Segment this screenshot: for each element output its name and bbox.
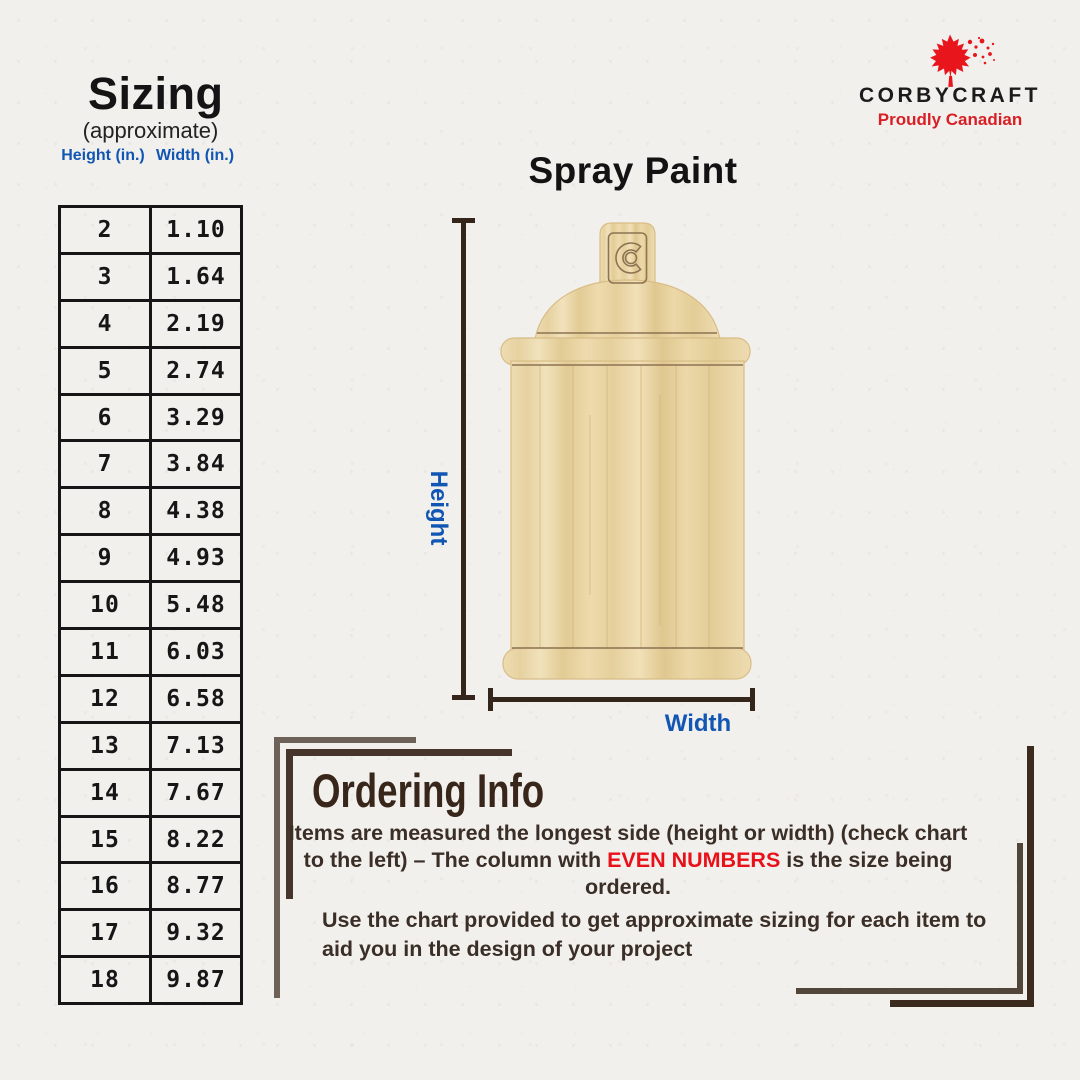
height-measure-cap-bottom xyxy=(452,695,475,700)
table-row xyxy=(60,722,242,769)
height-label: Height xyxy=(425,470,452,546)
table-cell: 4.38 xyxy=(151,488,242,535)
table-cell: 16 xyxy=(60,863,151,910)
width-measure-line xyxy=(488,697,755,702)
table-cell: 6.03 xyxy=(151,629,242,676)
table-row xyxy=(60,347,242,394)
table-cell: 17 xyxy=(60,910,151,957)
table-cell: 4 xyxy=(60,300,151,347)
table-cell: 2.19 xyxy=(151,300,242,347)
table-row xyxy=(60,207,242,254)
product-title: Spray Paint xyxy=(528,150,738,191)
table-cell: 7.13 xyxy=(151,722,242,769)
table-cell: 7.67 xyxy=(151,769,242,816)
table-cell: 2.74 xyxy=(151,347,242,394)
table-cell: 11 xyxy=(60,629,151,676)
table-cell: 4.93 xyxy=(151,535,242,582)
ordering-p1-highlight: EVEN NUMBERS xyxy=(607,848,781,872)
table-cell: 15 xyxy=(60,816,151,863)
column-header-width: Width (in.) xyxy=(155,147,235,164)
table-cell: 14 xyxy=(60,769,151,816)
brand-name: CORBYCRAFT xyxy=(859,84,1041,107)
table-cell: 9 xyxy=(60,535,151,582)
table-cell: 2 xyxy=(60,207,151,254)
width-label: Width xyxy=(664,710,732,737)
table-cell: 8.22 xyxy=(151,816,242,863)
table-cell: 13 xyxy=(60,722,151,769)
table-cell: 5.48 xyxy=(151,582,242,629)
ordering-paragraph-1 xyxy=(288,820,968,901)
ordering-info-heading: Ordering Info xyxy=(312,764,545,817)
width-measure-cap-right xyxy=(750,688,755,711)
spray-can-cutout xyxy=(495,215,765,685)
ordering-p1-post: is the size being ordered. xyxy=(584,848,953,899)
table-cell: 6 xyxy=(60,394,151,441)
table-cell: 7 xyxy=(60,441,151,488)
table-row xyxy=(60,629,242,676)
table-cell: 8 xyxy=(60,488,151,535)
table-cell: 3.29 xyxy=(151,394,242,441)
column-header-height: Height (in.) xyxy=(61,147,145,164)
height-measure-line xyxy=(461,218,466,700)
table-row xyxy=(60,910,242,957)
table-row xyxy=(60,675,242,722)
table-row xyxy=(60,253,242,300)
table-row xyxy=(60,957,242,1004)
ordering-paragraph-2: Use the chart provided to get approximate sizing for each item to aid you in the design of your project xyxy=(322,908,987,961)
width-measure-cap-left xyxy=(488,688,493,711)
maple-leaf-icon xyxy=(897,33,1007,89)
table-cell: 8.77 xyxy=(151,863,242,910)
table-cell: 1.64 xyxy=(151,253,242,300)
table-cell: 9.32 xyxy=(151,910,242,957)
sizing-title: Sizing xyxy=(88,68,224,119)
table-cell: 18 xyxy=(60,957,151,1004)
table-cell: 1.10 xyxy=(151,207,242,254)
brand-tagline: Proudly Canadian xyxy=(877,110,1023,129)
table-row xyxy=(60,441,242,488)
table-cell: 12 xyxy=(60,675,151,722)
table-cell: 5 xyxy=(60,347,151,394)
table-row xyxy=(60,769,242,816)
ordering-p1-pre: Items are measured the longest side (height or width) (check chart to the left) – The column with xyxy=(288,821,968,872)
sizing-table-body xyxy=(60,207,242,1004)
table-cell: 9.87 xyxy=(151,957,242,1004)
sizing-subtitle: (approximate) xyxy=(82,118,219,143)
table-row xyxy=(60,582,242,629)
table-row xyxy=(60,300,242,347)
table-row xyxy=(60,394,242,441)
table-cell: 3.84 xyxy=(151,441,242,488)
table-cell: 3 xyxy=(60,253,151,300)
height-measure-cap-top xyxy=(452,218,475,223)
table-row xyxy=(60,535,242,582)
sizing-table xyxy=(58,205,243,1005)
table-row xyxy=(60,816,242,863)
table-cell: 6.58 xyxy=(151,675,242,722)
table-cell: 10 xyxy=(60,582,151,629)
table-row xyxy=(60,863,242,910)
table-row xyxy=(60,488,242,535)
